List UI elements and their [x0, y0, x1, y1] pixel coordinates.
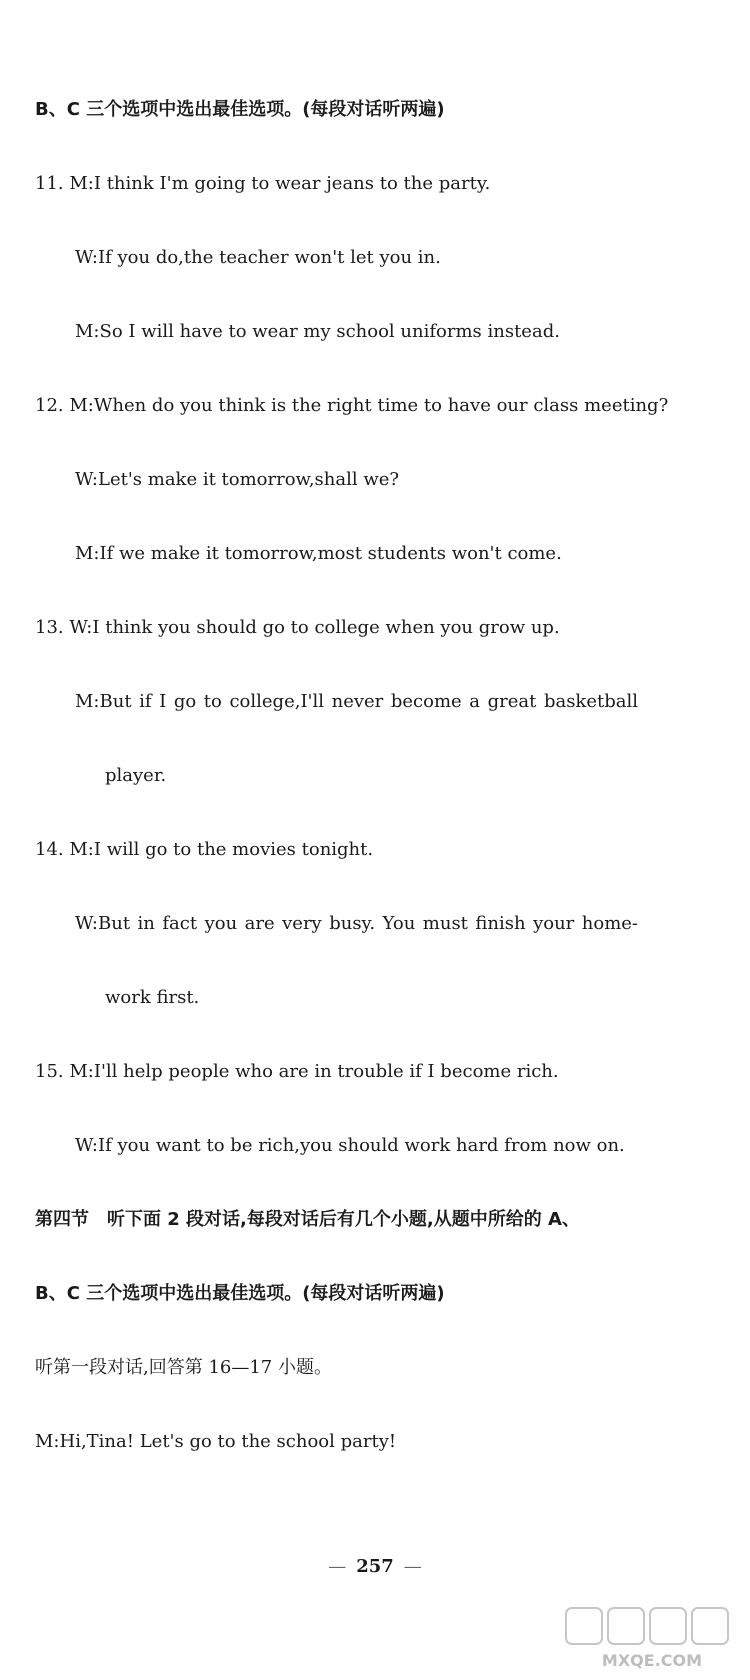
page-number: — 257 — — [328, 1556, 422, 1577]
dialog-14-line-1: 14. M:I will go to the movies tonight. — [35, 839, 374, 860]
section4-heading-line-2: B、C 三个选项中选出最佳选项。(每段对话听两遍) — [35, 1283, 445, 1304]
dialog-13-line-1: 13. W:I think you should go to college when you grow up. — [35, 617, 560, 638]
dialog-11-line-1: 11. M:I think I'm going to wear jeans to the party. — [35, 173, 491, 194]
dialog-12-line-2: W:Let's make it tomorrow,shall we? — [75, 469, 400, 490]
dialog-14-line-3: work first. — [105, 987, 200, 1008]
section4-dialog-first-line: M:Hi,Tina! Let's go to the school party! — [35, 1431, 397, 1452]
dialog-15-line-1: 15. M:I'll help people who are in trouble if I become rich. — [35, 1061, 559, 1082]
dialog-12-line-1: 12. M:When do you think is the right time to have our class meeting? — [35, 395, 669, 416]
section4-instruction: 听第一段对话,回答第 16—17 小题。 — [35, 1357, 332, 1378]
dialog-12-line-3: M:If we make it tomorrow,most students won't come. — [75, 543, 562, 564]
dialog-11-line-3: M:So I will have to wear my school uniforms instead. — [75, 321, 560, 342]
section3-continuation: B、C 三个选项中选出最佳选项。(每段对话听两遍) — [35, 99, 445, 120]
watermark-text: MXQE.COM — [601, 1651, 703, 1670]
dialog-11-line-2: W:If you do,the teacher won't let you in. — [75, 247, 441, 268]
dialog-14-line-2: W:But in fact you are very busy. You must finish your home- — [75, 913, 638, 934]
dialog-15-line-2: W:If you want to be rich,you should work hard from now on. — [75, 1135, 625, 1156]
dialog-13-line-2: M:But if I go to college,I'll never become a great basketball — [75, 691, 638, 712]
dialog-13-line-3: player. — [105, 765, 167, 786]
section4-heading-line-1: 第四节 听下面 2 段对话,每段对话后有几个小题,从题中所给的 A、 — [35, 1209, 580, 1230]
watermark-logo — [562, 1606, 742, 1670]
